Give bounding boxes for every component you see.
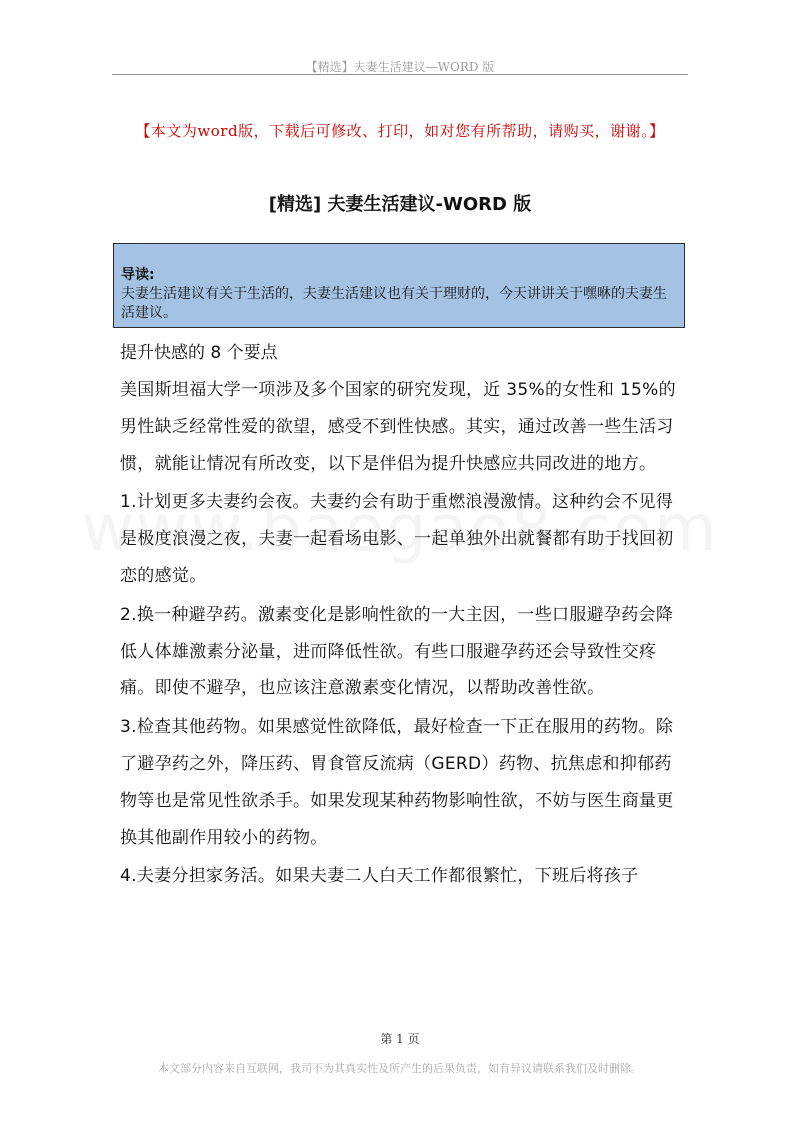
header-divider (112, 74, 688, 75)
footer-disclaimer: 本文部分内容来自互联网，我司不为其真实性及所产生的后果负责，如有异议请联系我们及时删除。 (158, 1062, 642, 1075)
document-title: [精选] 夫妻生活建议-WORD 版 (268, 194, 532, 215)
intro-box (113, 243, 685, 328)
purchase-notice: 【本文为word版，下载后可修改、打印，如对您有所帮助，请购买，谢谢。】 (135, 122, 665, 140)
document-body (120, 336, 684, 897)
paragraph-intro: 美国斯坦福大学一项涉及多个国家的研究发现，近 35%的女性和 15%的男性缺乏经常性爱的欲望，感受不到性快感。其实，通过改善一些生活习惯，就能让情况有所改变，以下是伴侣为提升快感应共同改进的地方。 (120, 380, 676, 474)
intro-label: 导读: (121, 267, 155, 283)
section-heading: 提升快感的 8 个要点 (120, 343, 278, 363)
intro-text: 夫妻生活建议有关于生活的，夫妻生活建议也有关于理财的，今天讲讲关于嘿咻的夫妻生活建议。 (121, 286, 667, 321)
paragraph-tip-4: 4.夫妻分担家务活。如果夫妻二人白天工作都很繁忙，下班后将孩子 (120, 866, 639, 887)
paragraph-tip-1: 1.计划更多夫妻约会夜。夫妻约会有助于重燃浪漫激情。这种约会不见得是极度浪漫之夜，夫妻一起看场电影、一起单独外出就餐都有助于找回初恋的感觉。 (120, 492, 674, 586)
page-header-title: 【精选】夫妻生活建议—WORD 版 (305, 60, 495, 74)
page-number: 第 1 页 (380, 1032, 420, 1046)
paragraph-tip-2: 2.换一种避孕药。激素变化是影响性欲的一大主因，一些口服避孕药会降低人体雄激素分泌量，进而降低性欲。有些口服避孕药还会导致性交疼痛。即使不避孕，也应该注意激素变化情况，以帮助改善性欲。 (120, 604, 674, 699)
paragraph-tip-3: 3.检查其他药物。如果感觉性欲降低，最好检查一下正在服用的药物。除了避孕药之外，降压药、胃食管反流病（GERD）药物、抗焦虑和抑郁药物等也是常见性欲杀手。如果发现某种药物影响性欲，不妨与医生商量更换其他副作用较小的药物。 (120, 717, 674, 848)
